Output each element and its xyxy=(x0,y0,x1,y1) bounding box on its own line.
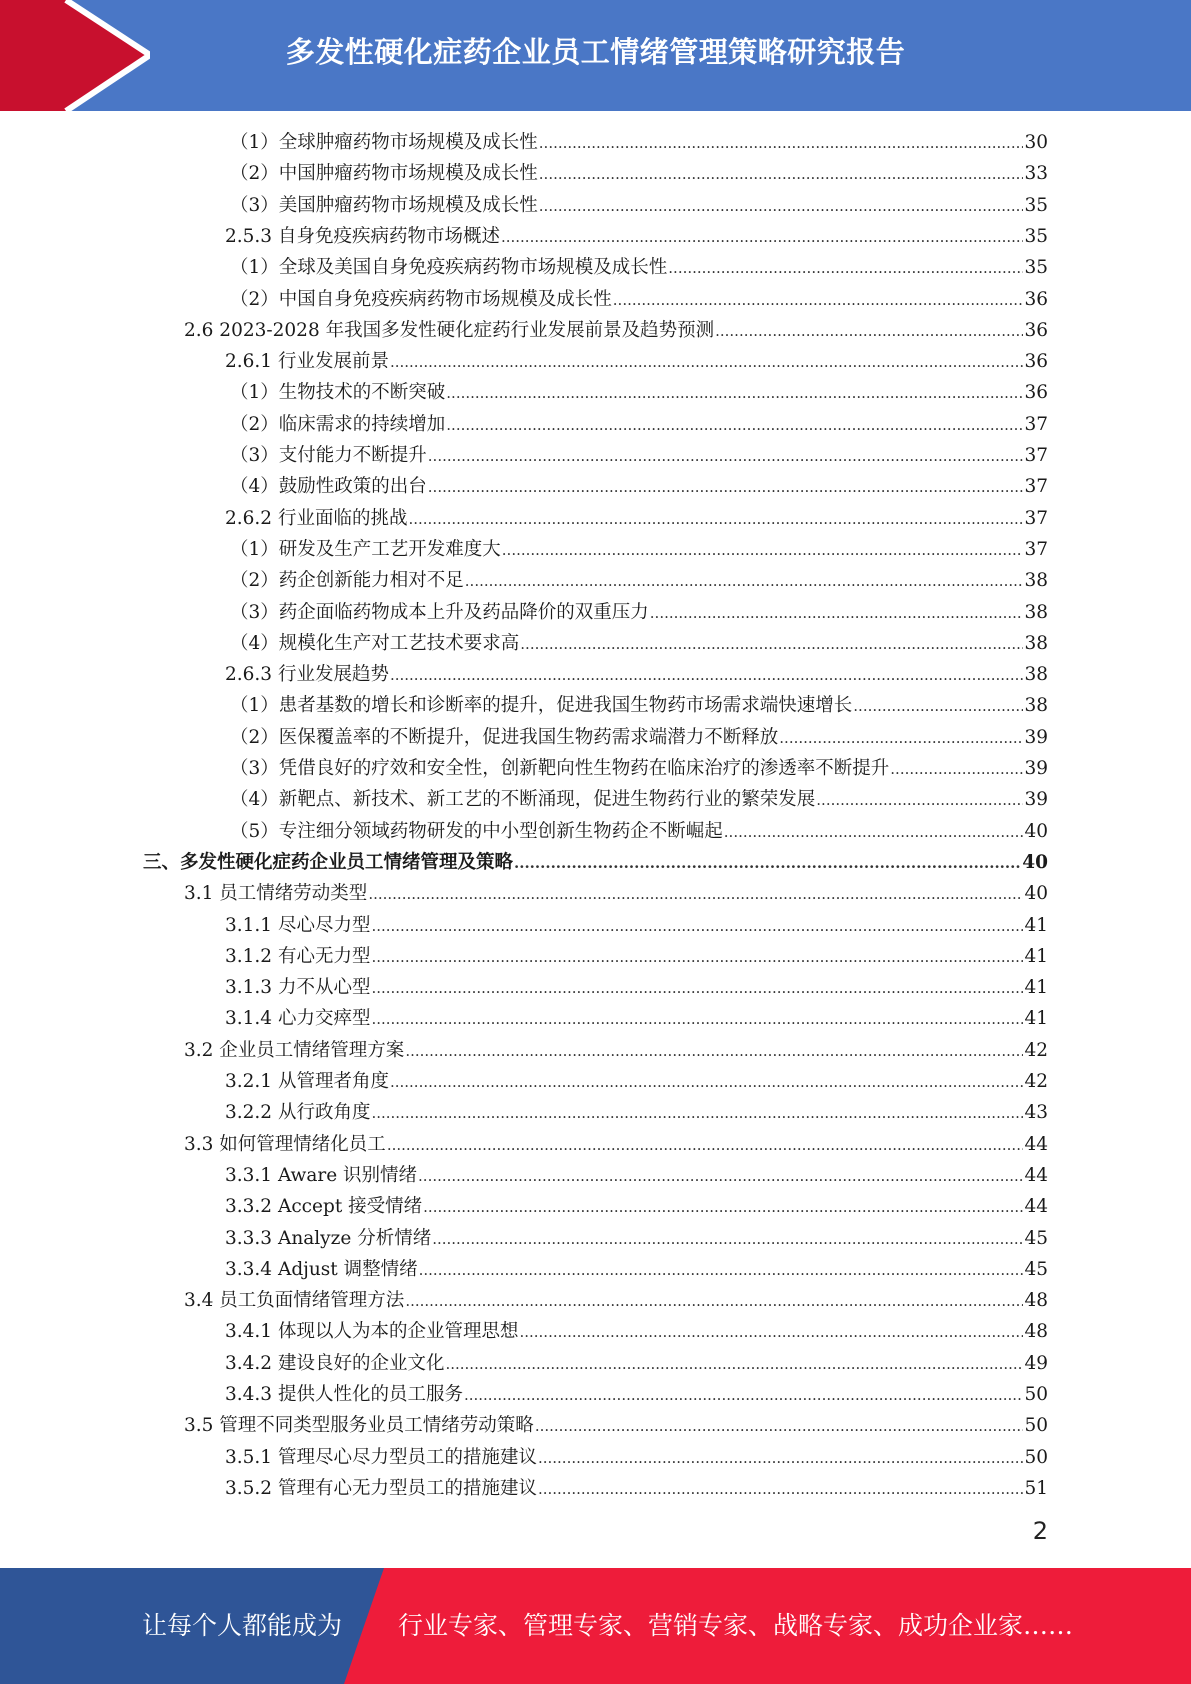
toc-entry-title: 3.1.1 尽心尽力型 xyxy=(225,915,371,936)
toc-entry-page: 51 xyxy=(1024,1478,1048,1499)
toc-entry[interactable] xyxy=(184,1035,1048,1066)
toc-entry[interactable] xyxy=(230,816,1048,847)
toc-entry-page: 36 xyxy=(1024,382,1048,403)
toc-entry-page: 36 xyxy=(1024,351,1048,372)
toc-dot-leader xyxy=(390,660,1023,691)
toc-entry[interactable] xyxy=(225,1442,1048,1473)
toc-entry[interactable] xyxy=(230,597,1048,628)
toc-dot-leader xyxy=(668,253,1023,284)
header-band xyxy=(0,0,1191,111)
toc-entry-page: 38 xyxy=(1024,633,1048,654)
toc-entry-title: （3）药企面临药物成本上升及药品降价的双重压力 xyxy=(230,602,649,623)
toc-entry-page: 48 xyxy=(1024,1321,1048,1342)
toc-entry-title: 3.3.1 Aware 识别情绪 xyxy=(225,1165,418,1186)
toc-entry-page: 41 xyxy=(1024,946,1048,967)
toc-entry-page: 30 xyxy=(1024,132,1048,153)
toc-entry-page: 41 xyxy=(1024,1008,1048,1029)
toc-entry[interactable] xyxy=(225,1223,1048,1254)
toc-entry-title: （2）药企创新能力相对不足 xyxy=(230,570,464,591)
toc-dot-leader xyxy=(405,1286,1023,1317)
toc-dot-leader xyxy=(816,785,1023,816)
toc-dot-leader xyxy=(465,566,1024,597)
toc-entry[interactable] xyxy=(230,127,1048,158)
toc-entry[interactable] xyxy=(230,471,1048,502)
toc-dot-leader xyxy=(428,472,1024,503)
toc-entry-title: 3.1 员工情绪劳动类型 xyxy=(184,883,368,904)
toc-entry[interactable] xyxy=(225,221,1048,252)
toc-dot-leader xyxy=(371,1004,1023,1035)
toc-entry-page: 37 xyxy=(1024,508,1048,529)
toc-entry-page: 42 xyxy=(1024,1040,1048,1061)
toc-entry-page: 39 xyxy=(1024,727,1048,748)
toc-entry-page: 36 xyxy=(1024,320,1048,341)
toc-dot-leader xyxy=(387,1130,1024,1161)
toc-entry-title: 三、多发性硬化症药企业员工情绪管理及策略 xyxy=(143,852,514,873)
toc-entry-title: 3.3.3 Analyze 分析情绪 xyxy=(225,1228,432,1249)
toc-dot-leader xyxy=(423,1192,1023,1223)
toc-entry-title: 3.5.2 管理有心无力型员工的措施建议 xyxy=(225,1478,537,1499)
toc-entry-title: 3.2.1 从管理者角度 xyxy=(225,1071,389,1092)
toc-dot-leader xyxy=(371,973,1023,1004)
toc-entry-page: 44 xyxy=(1024,1165,1048,1186)
toc-entry-page: 38 xyxy=(1024,664,1048,685)
toc-entry-title: （1）全球及美国自身免疫疾病药物市场规模及成长性 xyxy=(230,257,668,278)
toc-entry-title: （3）支付能力不断提升 xyxy=(230,445,427,466)
toc-entry[interactable] xyxy=(225,1379,1048,1410)
toc-entry[interactable] xyxy=(230,440,1048,471)
toc-dot-leader xyxy=(446,410,1023,441)
toc-dot-leader xyxy=(390,1067,1023,1098)
toc-entry[interactable] xyxy=(230,722,1048,753)
toc-entry-title: （1）全球肿瘤药物市场规模及成长性 xyxy=(230,132,538,153)
toc-entry-page: 45 xyxy=(1024,1228,1048,1249)
toc-dot-leader xyxy=(539,128,1024,159)
toc-dot-leader xyxy=(446,378,1023,409)
toc-entry-title: 3.1.4 心力交瘁型 xyxy=(225,1008,371,1029)
toc-entry-title: 2.6.3 行业发展趋势 xyxy=(225,664,389,685)
toc-entry[interactable] xyxy=(225,1254,1048,1285)
toc-dot-leader xyxy=(390,347,1023,378)
toc-entry-title: 2.6 2023-2028 年我国多发性硬化症药行业发展前景及趋势预测 xyxy=(184,320,715,341)
toc-entry[interactable] xyxy=(230,190,1048,221)
toc-dot-leader xyxy=(514,848,1021,879)
toc-entry[interactable] xyxy=(225,346,1048,377)
toc-entry[interactable] xyxy=(225,910,1048,941)
toc-entry-title: 3.4.1 体现以人为本的企业管理思想 xyxy=(225,1321,519,1342)
toc-dot-leader xyxy=(538,1474,1023,1505)
document-title: 多发性硬化症药企业员工情绪管理策略研究报告 xyxy=(285,34,906,69)
toc-entry-title: （2）临床需求的持续增加 xyxy=(230,414,446,435)
toc-entry[interactable] xyxy=(225,1348,1048,1379)
toc-dot-leader xyxy=(371,942,1023,973)
toc-entry[interactable] xyxy=(184,878,1048,909)
toc-entry[interactable] xyxy=(230,534,1048,565)
toc-dot-leader xyxy=(368,879,1023,910)
toc-entry-page: 41 xyxy=(1024,977,1048,998)
toc-entry-page: 50 xyxy=(1024,1384,1048,1405)
toc-entry-title: 3.1.2 有心无力型 xyxy=(225,946,371,967)
toc-entry[interactable] xyxy=(230,690,1048,721)
toc-entry[interactable] xyxy=(143,847,1048,878)
toc-entry[interactable] xyxy=(225,1066,1048,1097)
toc-entry-page: 48 xyxy=(1024,1290,1048,1311)
toc-dot-leader xyxy=(428,441,1024,472)
toc-dot-leader xyxy=(501,222,1023,253)
toc-dot-leader xyxy=(724,817,1024,848)
toc-dot-leader xyxy=(853,691,1023,722)
toc-dot-leader xyxy=(418,1161,1023,1192)
toc-dot-leader xyxy=(539,159,1024,190)
toc-dot-leader xyxy=(779,723,1023,754)
toc-entry-page: 49 xyxy=(1024,1353,1048,1374)
footer-slogan-right: 行业专家、管理专家、营销专家、战略专家、成功企业家…… xyxy=(398,1611,1074,1640)
toc-entry[interactable] xyxy=(184,315,1048,346)
toc-dot-leader xyxy=(502,535,1024,566)
toc-dot-leader xyxy=(535,1411,1024,1442)
toc-dot-leader xyxy=(519,1317,1023,1348)
toc-entry-page: 44 xyxy=(1024,1196,1048,1217)
toc-entry-page: 37 xyxy=(1024,445,1048,466)
toc-entry-page: 35 xyxy=(1024,257,1048,278)
footer-band xyxy=(0,1568,1191,1684)
toc-entry-page: 37 xyxy=(1024,414,1048,435)
toc-dot-leader xyxy=(890,754,1023,785)
toc-dot-leader xyxy=(405,1036,1023,1067)
toc-dot-leader xyxy=(419,1255,1024,1286)
toc-dot-leader xyxy=(445,1349,1023,1380)
toc-entry-title: 3.2.2 从行政角度 xyxy=(225,1102,371,1123)
toc-entry-page: 40 xyxy=(1024,883,1048,904)
toc-entry-page: 39 xyxy=(1024,758,1048,779)
toc-entry-title: （4）规模化生产对工艺技术要求高 xyxy=(230,633,520,654)
toc-entry-page: 50 xyxy=(1024,1415,1048,1436)
toc-entry-page: 50 xyxy=(1024,1447,1048,1468)
toc-entry[interactable] xyxy=(225,1316,1048,1347)
toc-entry-title: 3.1.3 力不从心型 xyxy=(225,977,371,998)
toc-entry-page: 37 xyxy=(1024,539,1048,560)
toc-dot-leader xyxy=(650,598,1024,629)
toc-entry-page: 41 xyxy=(1024,915,1048,936)
toc-entry-title: 2.5.3 自身免疫疾病药物市场概述 xyxy=(225,226,500,247)
toc-entry-page: 37 xyxy=(1024,476,1048,497)
toc-entry-page: 44 xyxy=(1024,1134,1048,1155)
toc-entry-title: （1）患者基数的增长和诊断率的提升，促进我国生物药市场需求端快速增长 xyxy=(230,695,853,716)
toc-entry[interactable] xyxy=(225,941,1048,972)
toc-entry[interactable] xyxy=(225,1160,1048,1191)
toc-entry-page: 38 xyxy=(1024,695,1048,716)
toc-entry[interactable] xyxy=(225,1097,1048,1128)
toc-entry-title: 3.3 如何管理情绪化员工 xyxy=(184,1134,386,1155)
footer-slogan-left: 让每个人都能成为 xyxy=(142,1611,343,1640)
toc-entry-page: 35 xyxy=(1024,195,1048,216)
toc-entry-page: 39 xyxy=(1024,789,1048,810)
toc-entry-title: （4）新靶点、新技术、新工艺的不断涌现，促进生物药行业的繁荣发展 xyxy=(230,789,816,810)
toc-entry-title: （2）医保覆盖率的不断提升，促进我国生物药需求端潜力不断释放 xyxy=(230,727,779,748)
toc-entry-title: 3.3.4 Adjust 调整情绪 xyxy=(225,1259,418,1280)
toc-entry[interactable] xyxy=(230,409,1048,440)
toc-entry-title: （2）中国自身免疫疾病药物市场规模及成长性 xyxy=(230,289,612,310)
toc-dot-leader xyxy=(520,629,1023,660)
toc-entry-title: （4）鼓励性政策的出台 xyxy=(230,476,427,497)
toc-dot-leader xyxy=(408,504,1023,535)
toc-entry[interactable] xyxy=(230,628,1048,659)
toc-dot-leader xyxy=(371,911,1023,942)
toc-entry[interactable] xyxy=(230,753,1048,784)
page-number: 2 xyxy=(1032,1517,1048,1545)
toc-entry[interactable] xyxy=(230,284,1048,315)
toc-entry-title: 3.2 企业员工情绪管理方案 xyxy=(184,1040,405,1061)
toc-dot-leader xyxy=(715,316,1023,347)
toc-entry-title: （5）专注细分领域药物研发的中小型创新生物药企不断崛起 xyxy=(230,821,723,842)
toc-dot-leader xyxy=(371,1098,1023,1129)
toc-entry[interactable] xyxy=(225,503,1048,534)
toc-entry[interactable] xyxy=(230,565,1048,596)
toc-entry-title: （1）研发及生产工艺开发难度大 xyxy=(230,539,501,560)
toc-dot-leader xyxy=(464,1380,1023,1411)
toc-entry[interactable] xyxy=(184,1410,1048,1441)
toc-entry-title: 3.5 管理不同类型服务业员工情绪劳动策略 xyxy=(184,1415,534,1436)
toc-entry-page: 36 xyxy=(1024,289,1048,310)
toc-entry-page: 38 xyxy=(1024,570,1048,591)
toc-entry-page: 35 xyxy=(1024,226,1048,247)
toc-entry-title: 3.4.2 建设良好的企业文化 xyxy=(225,1353,445,1374)
toc-entry[interactable] xyxy=(230,377,1048,408)
toc-entry[interactable] xyxy=(230,784,1048,815)
toc-entry[interactable] xyxy=(225,1003,1048,1034)
toc-entry[interactable] xyxy=(230,158,1048,189)
toc-entry-title: 3.4.3 提供人性化的员工服务 xyxy=(225,1384,463,1405)
toc-entry-page: 43 xyxy=(1024,1102,1048,1123)
toc-entry[interactable] xyxy=(225,1191,1048,1222)
toc-entry-page: 40 xyxy=(1024,821,1048,842)
toc-dot-leader xyxy=(432,1224,1023,1255)
chevron-arrow-icon xyxy=(0,0,150,111)
toc-entry-title: （1）生物技术的不断突破 xyxy=(230,382,446,403)
toc-entry[interactable] xyxy=(225,659,1048,690)
toc-dot-leader xyxy=(613,285,1024,316)
toc-entry[interactable] xyxy=(230,252,1048,283)
toc-entry-title: （3）美国肿瘤药物市场规模及成长性 xyxy=(230,195,538,216)
toc-entry[interactable] xyxy=(225,1473,1048,1504)
toc-entry-title: 3.3.2 Accept 接受情绪 xyxy=(225,1196,423,1217)
toc-entry-page: 42 xyxy=(1024,1071,1048,1092)
toc-dot-leader xyxy=(539,191,1024,222)
toc-entry-title: （3）凭借良好的疗效和安全性，创新靶向性生物药在临床治疗的渗透率不断提升 xyxy=(230,758,890,779)
toc-entry[interactable] xyxy=(184,1129,1048,1160)
toc-entry-title: 2.6.2 行业面临的挑战 xyxy=(225,508,408,529)
toc-entry-title: 3.4 员工负面情绪管理方法 xyxy=(184,1290,405,1311)
toc-entry-page: 38 xyxy=(1024,602,1048,623)
toc-entry-title: 2.6.1 行业发展前景 xyxy=(225,351,389,372)
toc-entry[interactable] xyxy=(184,1285,1048,1316)
toc-entry-title: 3.5.1 管理尽心尽力型员工的措施建议 xyxy=(225,1447,537,1468)
toc-dot-leader xyxy=(538,1443,1023,1474)
toc-entry-page: 45 xyxy=(1024,1259,1048,1280)
toc-entry[interactable] xyxy=(225,972,1048,1003)
toc-entry-page: 33 xyxy=(1024,163,1048,184)
toc-entry-page: 40 xyxy=(1022,852,1048,873)
toc-entry-title: （2）中国肿瘤药物市场规模及成长性 xyxy=(230,163,538,184)
